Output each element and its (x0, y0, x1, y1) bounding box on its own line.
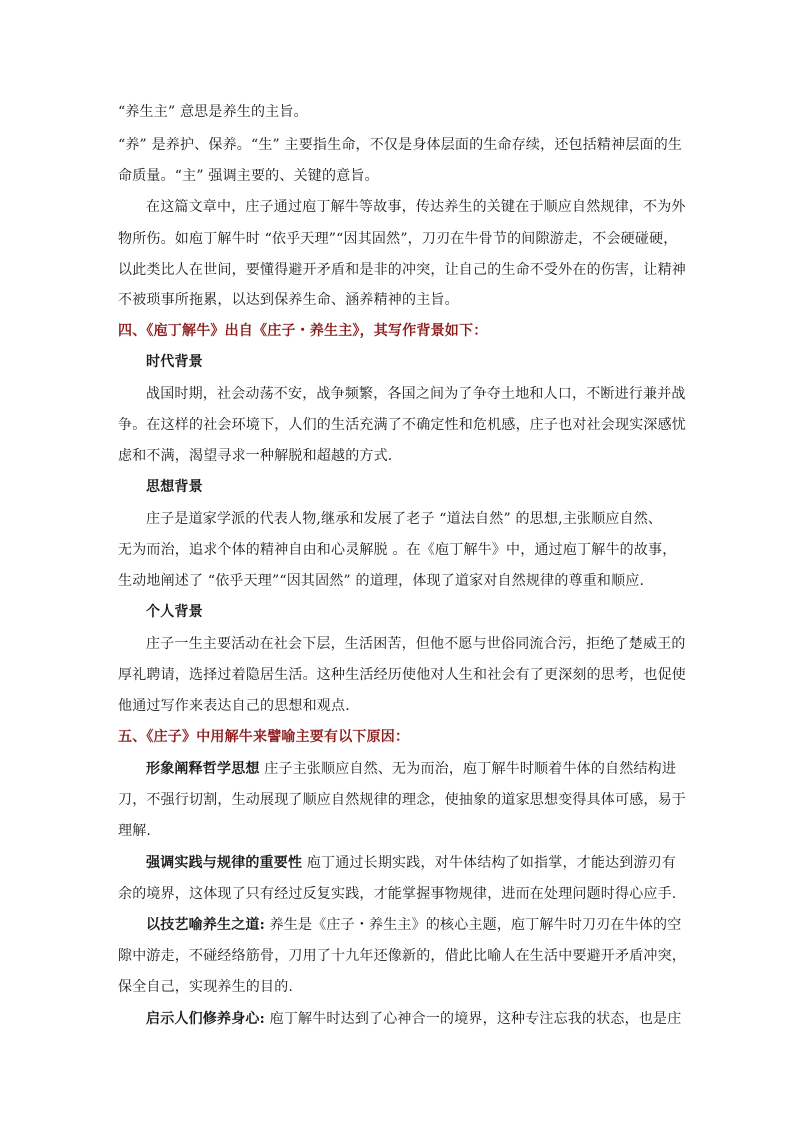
intro-line-3: 命质量。“主” 强调主要的、关键的意旨。 (118, 168, 379, 184)
reason1-line-2: 刀，不强行切割，生动展现了顺应自然规律的理念，使抽象的道家思想变得具体可感，易于 (118, 792, 686, 808)
era-line-1: 战国时期，社会动荡不安，战争频繁，各国之间为了争夺土地和人口，不断进行兼并战 (146, 386, 686, 402)
reason3-line-1 (146, 917, 706, 933)
thought-line-2: 无为而治，追求个体的精神自由和心灵解脱 。在《庖丁解牛》中，通过庖丁解牛的故事， (118, 542, 677, 558)
thought-line-1: 庄子是道家学派的代表人物,继承和发展了老子 “道法自然” 的思想,主张顺应自然、 (146, 511, 663, 527)
reason3-title: 以技艺喻养生之道: (146, 917, 265, 933)
reason1-line-3: 理解. (118, 823, 152, 839)
reason1-text: 庄子主张顺应自然、无为而治，庖丁解牛时顺着牛体的自然结构进 (259, 761, 677, 777)
para1-line-3: 以此类比人在世间，要懂得避开矛盾和是非的冲突，让自己的生命不受外在的伤害，让精神 (118, 262, 686, 278)
era-line-3: 虑和不满，渴望寻求一种解脱和超越的方式. (118, 448, 393, 464)
reason2-line-1 (146, 855, 706, 871)
personal-title: 个人背景 (146, 604, 203, 620)
section4-heading: 四、《庖丁解牛》出自《庄子・养生主》，其写作背景如下： (118, 323, 488, 339)
section5-heading: 五、《庄子》中用解牛来譬喻主要有以下原因： (118, 729, 410, 745)
era-title: 时代背景 (146, 354, 203, 370)
reason4-title: 启示人们修养身心: (146, 1011, 265, 1027)
thought-title: 思想背景 (146, 479, 203, 495)
reason2-title: 强调实践与规律的重要性 (146, 855, 303, 871)
reason2-line-2: 余的境界，这体现了只有经过反复实践，才能掌握事物规律，进而在处理问题时得心应手. (118, 886, 677, 902)
era-line-2: 争。在这样的社会环境下，人们的生活充满了不确定性和危机感，庄子也对社会现实深感忧 (118, 417, 686, 433)
thought-line-3: 生动地阐述了 “依乎天理”“因其固然” 的道理，体现了道家对自然规律的尊重和顺应. (118, 573, 645, 589)
reason3-text: 养生是《庄子・养生主》的核心主题，庖丁解牛时刀刃在牛体的空 (264, 917, 682, 933)
personal-line-2: 厚礼聘请，选择过着隐居生活。这种生活经历使他对人生和社会有了更深刻的思考，也促使 (118, 667, 686, 683)
reason3-line-2: 隙中游走，不碰经络筋骨，刀用了十九年还像新的，借此比喻人在生活中要避开矛盾冲突， (118, 948, 686, 964)
personal-line-1: 庄子一生主要活动在社会下层，生活困苦，但他不愿与世俗同流合污，拒绝了楚威王的 (146, 636, 686, 652)
reason3-line-3: 保全自己，实现养生的目的. (118, 979, 294, 995)
reason4-line-1 (146, 1011, 706, 1027)
reason1-title: 形象阐释哲学思想 (146, 761, 260, 777)
personal-line-3: 他通过写作来表达自己的思想和观点. (118, 698, 350, 714)
reason4-text: 庖丁解牛时达到了心神合一的境界，这种专注忘我的状态，也是庄 (264, 1011, 682, 1027)
para1-line-2: 物所伤。如庖丁解牛时 “依乎天理”“因其固然”，刀刃在牛骨节的间隙游走，不会硬碰硬， (118, 231, 678, 247)
reason1-line-1 (146, 761, 706, 777)
para1-line-4: 不被琐事所拖累，以达到保养生命、涵养精神的主旨。 (118, 292, 459, 308)
intro-line-2: “养” 是养护、保养。“生” 主要指生命，不仅是身体层面的生命存续，还包括精神层面的生 (118, 137, 683, 153)
para1-line-1: 在这篇文章中，庄子通过庖丁解牛等故事，传达养生的关键在于顺应自然规律，不为外 (146, 199, 686, 215)
reason2-text: 庖丁通过长期实践，对牛体结构了如指掌，才能达到游刃有 (302, 855, 677, 871)
intro-line-1: “养生主” 意思是养生的主旨。 (118, 104, 308, 120)
